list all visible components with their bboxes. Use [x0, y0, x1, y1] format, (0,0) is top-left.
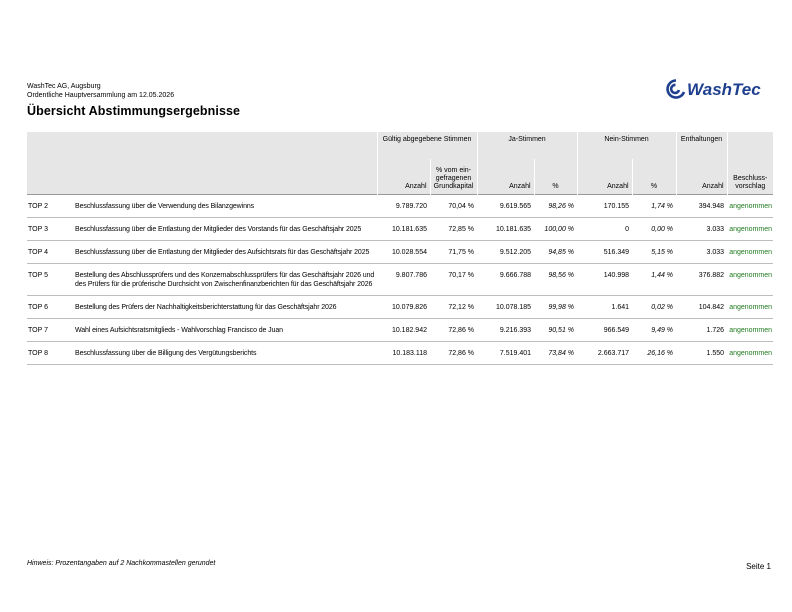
- no-count: 170.155: [603, 203, 630, 210]
- top-id: TOP 3: [28, 226, 48, 233]
- page-number: Seite 1: [746, 562, 771, 571]
- valid-count: 9.807.786: [395, 272, 427, 279]
- agenda-subject: Beschlussfassung über die Billigung des Vergütungsberichts: [75, 350, 257, 357]
- yes-count: 9.666.788: [499, 272, 532, 279]
- yes-count: 9.619.565: [499, 203, 532, 210]
- table-row: [27, 342, 773, 365]
- no-pct: 1,74 %: [651, 203, 674, 210]
- capital-pct: 72,12 %: [448, 304, 475, 311]
- table-row: [27, 319, 773, 342]
- table-row: [27, 195, 773, 218]
- result-status: angenommen: [729, 203, 773, 210]
- col-no-count: Anzahl: [577, 159, 632, 195]
- company-info: [27, 83, 174, 100]
- no-pct: 0,00 %: [651, 226, 674, 233]
- yes-count: 9.512.205: [499, 249, 532, 256]
- no-count: 140.998: [603, 272, 630, 279]
- header-valid-votes: Gültig abgegebene Stimmen: [377, 132, 477, 159]
- top-id: TOP 4: [28, 249, 48, 256]
- washtec-logo: [664, 77, 776, 101]
- no-count: 516.349: [603, 249, 630, 256]
- yes-pct: 73,84 %: [548, 350, 575, 357]
- agenda-subject: Beschlussfassung über die Verwendung des Bilanzgewinns: [75, 203, 255, 210]
- yes-pct: 94,85 %: [548, 249, 575, 256]
- no-count: 966.549: [603, 327, 630, 334]
- voting-results-table: [27, 132, 773, 365]
- result-status: angenommen: [729, 350, 773, 357]
- top-id: TOP 6: [28, 304, 48, 311]
- top-id: TOP 2: [28, 203, 48, 210]
- yes-count: 10.181.635: [495, 226, 532, 233]
- capital-pct: 72,86 %: [448, 327, 475, 334]
- agenda-subject: Bestellung des Abschlussprüfers und des Konzernabschlussprüfers für das Geschäftsjahr 2026 und des Prüfers für die prüferische Durchsicht von Zwischenfinanzberichten für das Geschäftsjahr 2026: [75, 272, 375, 288]
- agenda-subject: Beschlussfassung über die Entlastung der Mitglieder des Aufsichtsrats für das Geschäftsjahr 2025: [75, 249, 370, 256]
- no-pct: 0,02 %: [651, 304, 674, 311]
- valid-count: 10.182.942: [391, 327, 427, 334]
- top-id: TOP 5: [28, 272, 48, 279]
- valid-count: 9.789.720: [395, 203, 427, 210]
- capital-pct: 70,04 %: [448, 203, 475, 210]
- capital-pct: 72,85 %: [448, 226, 475, 233]
- yes-pct: 100,00 %: [544, 226, 575, 233]
- col-proposal: Beschluss-vorschlag: [727, 159, 773, 195]
- no-count: 2.663.717: [597, 350, 630, 357]
- col-valid-count: Anzahl: [377, 159, 430, 195]
- col-yes-pct: %: [534, 159, 577, 195]
- yes-pct: 90,51 %: [548, 327, 575, 334]
- table-row: [27, 264, 773, 296]
- table-row: [27, 296, 773, 319]
- capital-pct: 71,75 %: [448, 249, 475, 256]
- page-title: Übersicht Abstimmungsergebnisse: [27, 104, 241, 118]
- result-status: angenommen: [729, 226, 773, 233]
- header-abstentions: Enthaltungen: [676, 132, 727, 159]
- yes-count: 9.216.393: [499, 327, 532, 334]
- yes-pct: 98,26 %: [548, 203, 575, 210]
- yes-count: 10.078.185: [495, 304, 532, 311]
- header-no-votes: Nein-Stimmen: [577, 132, 676, 159]
- yes-pct: 99,98 %: [548, 304, 575, 311]
- abstain-count: 394.948: [698, 203, 725, 210]
- capital-pct: 72,86 %: [448, 350, 475, 357]
- abstain-count: 1.550: [706, 350, 725, 357]
- abstain-count: 1.726: [706, 327, 725, 334]
- col-no-pct: %: [632, 159, 676, 195]
- col-capital-pct: % vom ein-gefragenen Grundkapital: [430, 159, 477, 195]
- table-row: [27, 241, 773, 264]
- agenda-subject: Wahl eines Aufsichtsratsmitglieds - Wahlvorschlag Francisco de Juan: [75, 327, 283, 334]
- no-pct: 1,44 %: [651, 272, 674, 279]
- no-count: 1.641: [611, 304, 630, 311]
- result-status: angenommen: [729, 272, 773, 279]
- abstain-count: 376.882: [698, 272, 725, 279]
- valid-count: 10.079.826: [391, 304, 427, 311]
- no-pct: 5,15 %: [651, 249, 674, 256]
- rounding-note: Hinweis: Prozentangaben auf 2 Nachkommastellen gerundet: [27, 560, 216, 567]
- top-id: TOP 8: [28, 350, 48, 357]
- col-abstain-count: Anzahl: [676, 159, 727, 195]
- result-status: angenommen: [729, 249, 773, 256]
- result-status: angenommen: [729, 327, 773, 334]
- abstain-count: 3.033: [706, 249, 725, 256]
- logo-text: WashTec: [687, 80, 761, 99]
- yes-count: 7.519.401: [499, 350, 532, 357]
- meeting-date: Ordentliche Hauptversammlung am 12.05.2026: [27, 91, 175, 99]
- table-header: [27, 132, 773, 195]
- agenda-subject: Bestellung des Prüfers der Nachhaltigkeitsberichterstattung für das Geschäftsjahr 2026: [75, 304, 337, 311]
- abstain-count: 104.842: [698, 304, 725, 311]
- abstain-count: 3.033: [706, 226, 725, 233]
- top-id: TOP 7: [28, 327, 48, 334]
- yes-pct: 98,56 %: [548, 272, 575, 279]
- agenda-subject: Beschlussfassung über die Entlastung der Mitglieder des Vorstands für das Geschäftsjahr 2025: [75, 226, 362, 233]
- header-yes-votes: Ja-Stimmen: [477, 132, 577, 159]
- col-yes-count: Anzahl: [477, 159, 534, 195]
- valid-count: 10.028.554: [391, 249, 427, 256]
- no-count: 0: [625, 226, 630, 233]
- no-pct: 26,16 %: [647, 350, 674, 357]
- no-pct: 9,49 %: [651, 327, 674, 334]
- result-status: angenommen: [729, 304, 773, 311]
- table-row: [27, 218, 773, 241]
- valid-count: 10.181.635: [391, 226, 427, 233]
- capital-pct: 70,17 %: [448, 272, 475, 279]
- company-name: WashTec AG, Augsburg: [27, 83, 101, 90]
- table-body: [27, 195, 773, 365]
- valid-count: 10.183.118: [392, 350, 427, 357]
